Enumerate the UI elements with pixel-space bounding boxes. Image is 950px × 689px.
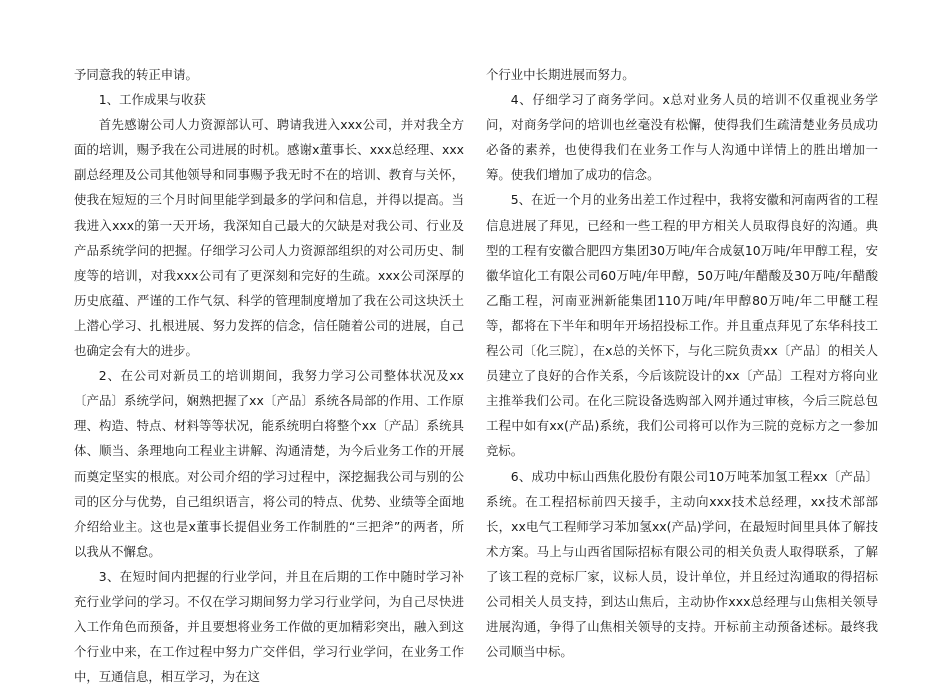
paragraph-item-6: 6、成功中标山西焦化股份有限公司10万吨苯加氢工程xx〔产品〕系统。在工程招标前四天接手，主动向xxx技术总经理，xx技术部部长，xx电气工程师学习苯加氢xx(产品)学问，在最短时间里具体了解技术方案。马上与山西省国际招标有限公司的相关负责人取得联系，了解了该工程的竞标厂家，议标人员，设计单位，并且经过沟通取的得招标公司相关人员支持，到达山焦后，主动协作xxx总经理与山焦相关领导进展沟通，争得了山焦相关领导的支持。开标前主动预备述标。最终我公司顺当中标。 (486, 468, 878, 660)
paragraph-item-5: 5、在近一个月的业务出差工作过程中，我将安徽和河南两省的工程信息进展了拜见，已经和一些工程的甲方相关人员取得良好的沟通。典型的工程有安徽合肥四方集团30万吨/年合成氨10万吨/年甲醇工程，安徽华谊化工有限公司60万吨/年甲醇，50万吨/年醋酸及30万吨/年醋酸乙酯工程，河南亚洲新能集团110万吨/年甲醇80万吨/年二甲醚工程等，都将在下半年和明年开场招投标工作。并且重点拜见了东华科技工程公司〔化三院〕，在x总的关怀下，与化三院负责xx〔产品〕的相关人员建立了良好的合作关系，今后该院设计的xx〔产品〕工程对方将向业主推举我们公司。在化三院设备选购部入网并通过审核，今后三院总包工程中如有xx(产品)系统，我们公司将可以作为三院的竞标方之一参加竞标。 (486, 192, 879, 459)
paragraph-continuation: 个行业中长期进展而努力。 (486, 67, 635, 82)
section-heading-work-results: 1、工作成果与收获 (98, 92, 206, 108)
right-column (486, 62, 878, 664)
paragraph-continuation: 予同意我的转正申请。 (74, 67, 198, 82)
paragraph-item-3: 3、在短时间内把握的行业学问，并且在后期的工作中随时学习补充行业学问的学习。不仅在学习期间努力学习行业学问，为自己尽快进入工作角色而预备，并且要想将业务工作做的更加精彩突出，融入到这个行业中来，在工作过程中努力广交伴侣，学习行业学问，在业务工作中，互通信息，相互学习，为在这 (74, 568, 464, 685)
paragraph: 首先感谢公司人力资源部认可、聘请我进入xxx公司，并对我全方面的培训，赐予我在公司进展的时机。感谢x董事长、xxx总经理、xxx副总经理及公司其他领导和同事赐予我无时不在的培训、教育与关怀，使我在短短的三个月时间里能学到最多的学问和信息，并得以提高。当我进入xxx的第一天开场，我深知自己最大的欠缺是对我公司、行业及产品系统学问的把握。仔细学习公司人力资源部组织的对公司历史、制度等的培训，对我xxx公司有了更深刻和完好的生疏。xxx公司深厚的历史底蕴、严谨的工作气氛、科学的管理制度增加了我在公司这块沃土上潜心学习、扎根进展、努力发挥的信念，信任随着公司的进展，自己也确定会有大的进步。 (74, 117, 464, 359)
paragraph-item-2: 2、在公司对新员工的培训期间，我努力学习公司整体状况及xx〔产品〕系统学问，娴熟把握了xx〔产品〕系统各局部的作用、工作原理、构造、特点、材料等等状况，能系统明白将整个xx〔产品〕系统具体、顺当、条理地向工程业主讲解、沟通清楚，为今后业务工作的开展而奠定坚实的根底。对公司介绍的学习过程中，深挖掘我公司与别的公司的区分与优势，自己组织语言，将公司的特点、优势、业绩等全面地介绍给业主。这也是x董事长提倡业务工作制胜的“三把斧”的两者，所以我从不懈怠。 (74, 368, 464, 559)
paragraph-item-4: 4、仔细学习了商务学问。x总对业务人员的培训不仅重视业务学问，对商务学问的培训也丝毫没有松懈，使得我们生疏清楚业务员成功必备的素养，也使得我们在业务工作与人沟通中详情上的胜出增加一筹。使我们增加了成功的信念。 (486, 92, 878, 183)
left-column (74, 62, 464, 689)
